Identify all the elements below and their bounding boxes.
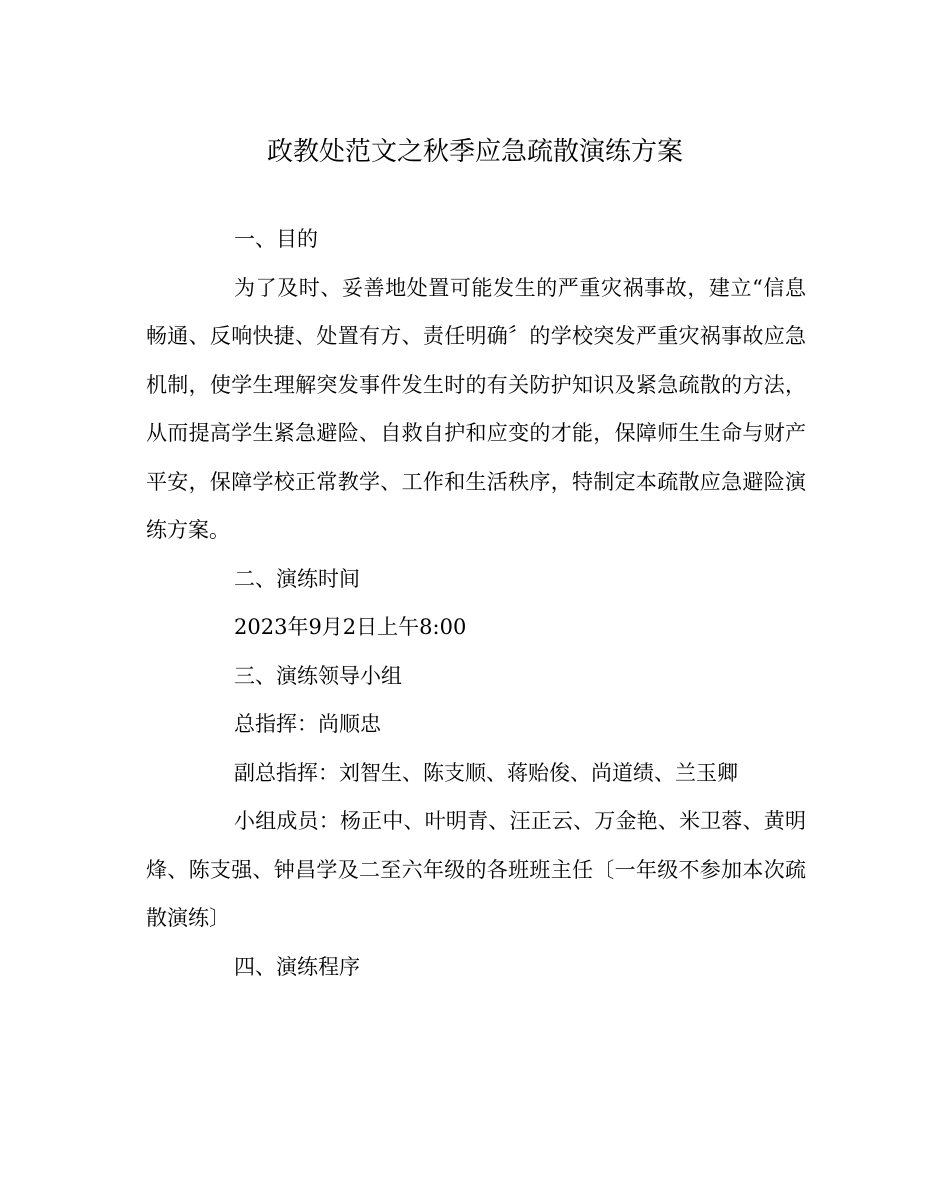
purpose-paragraph: 为了及时、妥善地处置可能发生的严重灾祸事故，建立“信息畅通、反响快捷、处置有方、责任明确〞的学校突发严重灾祸事故应急机制，使学生理解突发事件发生时的有关防护知识及紧急疏散的方法，从而提高学生紧急避险、自救自护和应变的才能，保障师生生命与财产平安，保障学校正常教学、工作和生活秩序，特制定本疏散应急避险演练方案。 bbox=[146, 275, 806, 542]
drill-time-value: 2023年9月2日上午8:00 bbox=[234, 615, 467, 639]
document-title: 政教处范文之秋季应急疏散演练方案 bbox=[266, 137, 683, 167]
section-heading-drill-procedure: 四、演练程序 bbox=[234, 954, 360, 979]
group-members: 小组成员：杨正中、叶明青、汪正云、万金艳、米卫蓉、黄明烽、陈支强、钟昌学及二至六年级的各班班主任〔一年级不参加本次疏散演练〕 bbox=[146, 809, 806, 930]
section-heading-leadership-group: 三、演练领导小组 bbox=[234, 663, 402, 688]
section-heading-drill-time: 二、演练时间 bbox=[234, 566, 360, 591]
commander-in-chief: 总指挥：尚顺忠 bbox=[234, 712, 381, 736]
document-body bbox=[146, 215, 806, 991]
deputy-commanders: 副总指挥：刘智生、陈支顺、蒋贻俊、尚道绩、兰玉卿 bbox=[234, 760, 738, 785]
section-heading-purpose: 一、目的 bbox=[234, 227, 318, 251]
